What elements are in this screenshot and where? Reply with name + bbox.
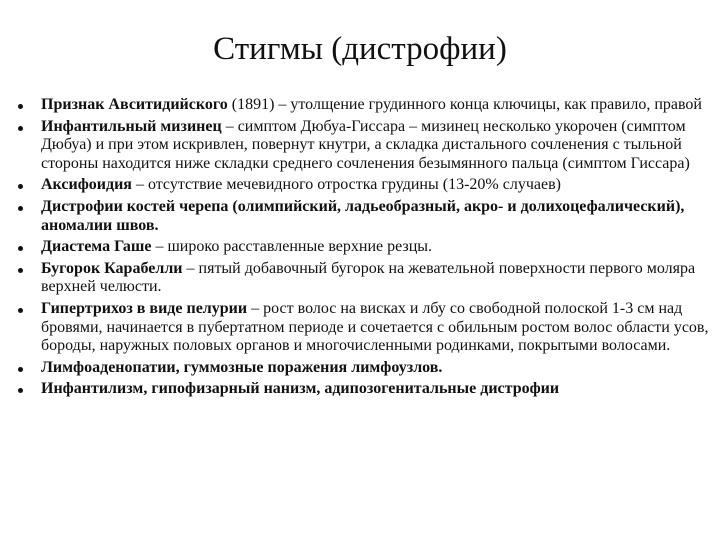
list-item [18, 96, 714, 115]
bullet-icon [18, 388, 23, 393]
list-item [18, 238, 714, 257]
item-description: (1891) – утолщение грудинного конца ключицы, как правило, правой [227, 96, 702, 113]
bullet-icon [18, 104, 23, 109]
stigmata-list [18, 96, 714, 402]
bullet-icon [18, 184, 23, 189]
bullet-icon [18, 126, 23, 131]
list-item [18, 118, 714, 174]
item-description: – пятый добавочный бугорок на жевательной поверхности первого моляра верхней челюсти. [41, 259, 696, 296]
item-term: Инфантилизм, гипофизарный нанизм, адипозогенитальные дистрофии [41, 380, 560, 398]
list-item [18, 380, 714, 399]
item-term: Бугорок Карабелли [41, 259, 183, 277]
item-term: Дистрофии костей черепа (олимпийский, ладьеобразный, акро- и долихоцефалический), аномалии швов. [41, 197, 685, 234]
bullet-icon [18, 206, 23, 211]
item-term: Аксифоидия [41, 176, 132, 194]
bullet-icon [18, 367, 23, 372]
list-item [18, 198, 714, 235]
list-item [18, 176, 714, 195]
item-term: Лимфоаденопатии, гуммозные поражения лимфоузлов. [41, 358, 443, 376]
item-description: – рост волос на висках и лбу со свободной полоской 1-3 см над бровями, начинается в пубертатном периоде и сочетается с обильным ростом волос области усов, бороды, наружных половых органов и многочисленными родинками, покрытыми волосами. [41, 299, 709, 355]
item-description: – отсутствие мечевидного отростка грудины (13-20% случаев) [131, 176, 561, 194]
list-item [18, 300, 714, 356]
list-item [18, 359, 714, 378]
item-description: – широко расставленные верхние резцы. [151, 238, 433, 256]
item-term: Диастема Гаше [41, 238, 152, 256]
item-term: Гипертрихоз в виде пелурии [41, 299, 248, 317]
bullet-icon [18, 268, 23, 273]
item-description: – симптом Дюбуа-Гиссара – мизинец несколько укорочен (симптом Дюбуа) и при этом искривлен, повернут кнутри, а складка дистального сочленения с тыльной стороны находится ниже складки среднего сочленения безымянного пальца (симптом Гиссара) [41, 117, 690, 172]
bullet-icon [18, 308, 23, 313]
list-item [18, 260, 714, 297]
slide-title: Стигмы (дистрофии) [213, 31, 507, 67]
item-term: Признак Авситидийского [41, 96, 228, 113]
bullet-icon [18, 246, 23, 251]
item-term: Инфантильный мизинец [41, 117, 222, 135]
